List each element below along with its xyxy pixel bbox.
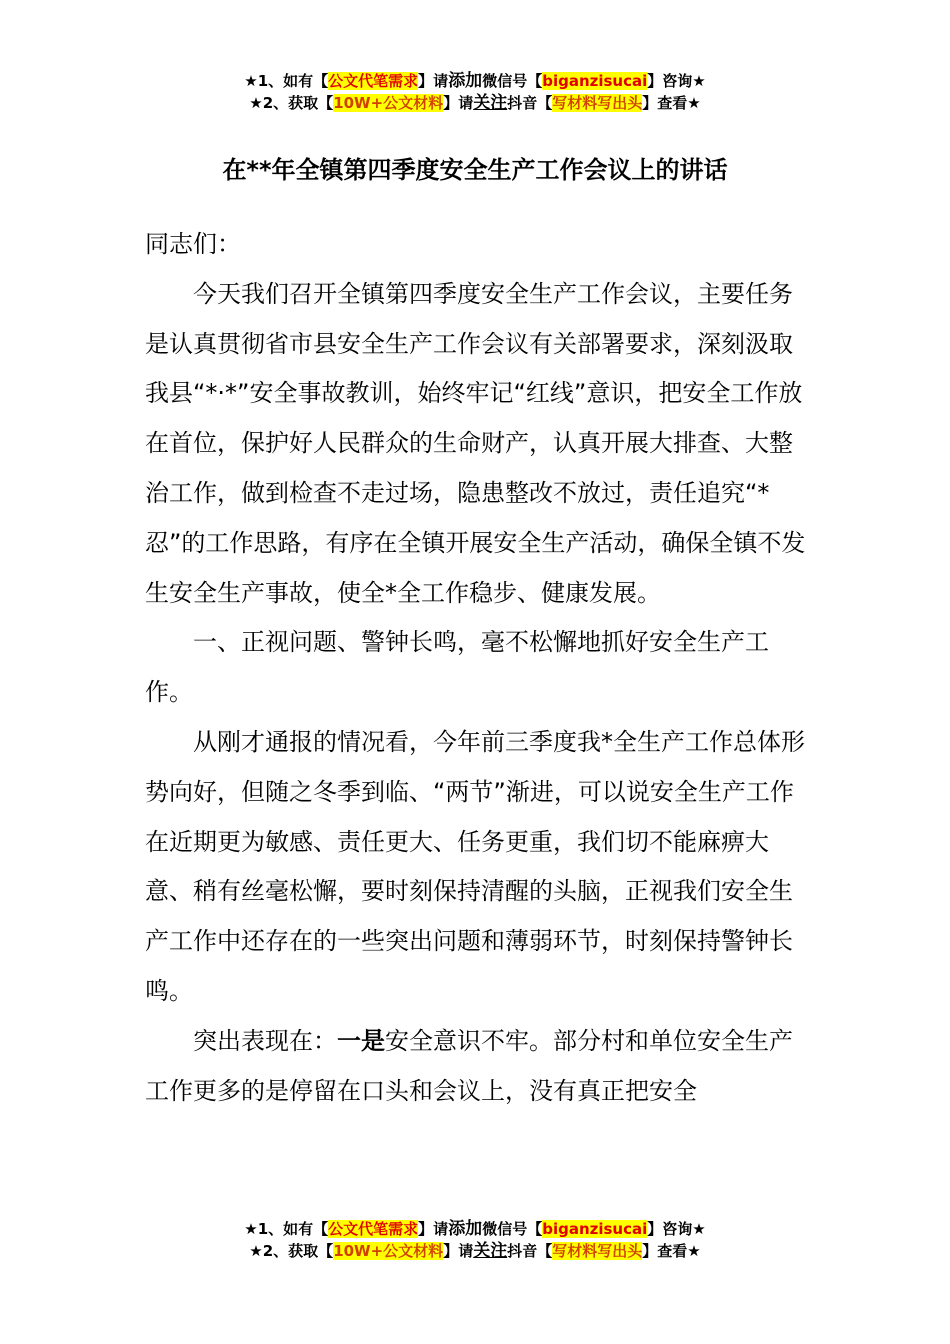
salutation: 同志们： — [145, 230, 241, 258]
banner-emphasis: 添加 — [448, 1219, 483, 1239]
banner-text: 抖音【 — [507, 1242, 553, 1260]
section-heading: 一、正视问题、警钟长鸣，毫不松懈地抓好安全生产工作。 — [145, 628, 769, 707]
banner-text: 抖音【 — [507, 94, 553, 112]
banner-text: 】咨询★ — [647, 1220, 706, 1238]
document-title: 在**年全镇第四季度安全生产工作会议上的讲话 — [222, 156, 728, 184]
banner-text: 微信号【 — [482, 72, 543, 90]
banner-emphasis: 添加 — [448, 71, 483, 91]
banner-text: ★2、获取【 — [249, 1242, 334, 1260]
banner-text: 】请 — [418, 72, 449, 90]
paragraph-bold-marker: 一是 — [337, 1026, 385, 1055]
paragraph-problems — [145, 1017, 815, 1117]
banner-highlight: 公文代笔需求 — [328, 72, 419, 90]
paragraph-lead: 突出表现在： — [193, 1026, 337, 1055]
banner-wechat-id: biganzisucai — [542, 1220, 648, 1238]
banner-text: 】咨询★ — [647, 72, 706, 90]
banner-highlight: 10W+公文材料 — [333, 1242, 444, 1260]
banner-text: ★2、获取【 — [249, 94, 334, 112]
banner-line-1 — [0, 70, 950, 92]
banner-highlight: 公文代笔需求 — [328, 1220, 419, 1238]
banner-emphasis: 关注 — [473, 1241, 508, 1261]
banner-wechat-id: biganzisucai — [542, 72, 648, 90]
header-banner — [0, 70, 950, 114]
paragraph-intro: 今天我们召开全镇第四季度安全生产工作会议，主要任务是认真贯彻省市县安全生产工作会议有关部署要求，深刻汲取我县“*·*”安全事故教训，始终牢记“红线”意识，把安全工作放在首位，保护好人民群众的生命财产，认真开展大排查、大整治工作，做到检查不走过场，隐患整改不放过，责任追究“*忍”的工作思路，有序在全镇开展安全生产活动，确保全镇不发生安全生产事故，使全*全工作稳步、健康发展。 — [145, 279, 806, 607]
banner-text: 】查看★ — [642, 94, 701, 112]
banner-line-1 — [0, 1218, 950, 1240]
paragraph-text: 安全意识不牢。部分村和单位安全生产工作更多的是停留在口头和会议上，没有真正把安全 — [145, 1026, 793, 1105]
document-body — [145, 220, 815, 1116]
banner-text: 微信号【 — [482, 1220, 543, 1238]
banner-text: 】查看★ — [642, 1242, 701, 1260]
banner-line-2 — [0, 1240, 950, 1262]
banner-text: ★1、如有【 — [244, 1220, 329, 1238]
paragraph-situation: 从刚才通报的情况看，今年前三季度我*全生产工作总体形势向好，但随之冬季到临、“两节”渐进，可以说安全生产工作在近期更为敏感、责任更大、任务更重，我们切不能麻痹大意、稍有丝毫松懈，要时刻保持清醒的头脑，正视我们安全生产工作中还存在的一些突出问题和薄弱环节，时刻保持警钟长鸣。 — [145, 727, 805, 1005]
footer-banner — [0, 1218, 950, 1262]
banner-emphasis: 关注 — [473, 93, 508, 113]
banner-douyin-id: 写材料写出头 — [552, 1242, 643, 1260]
banner-douyin-id: 写材料写出头 — [552, 94, 643, 112]
banner-text: ★1、如有【 — [244, 72, 329, 90]
banner-text: 】请 — [418, 1220, 449, 1238]
banner-highlight: 10W+公文材料 — [333, 94, 444, 112]
banner-line-2 — [0, 92, 950, 114]
banner-text: 】请 — [443, 1242, 474, 1260]
banner-text: 】请 — [443, 94, 474, 112]
